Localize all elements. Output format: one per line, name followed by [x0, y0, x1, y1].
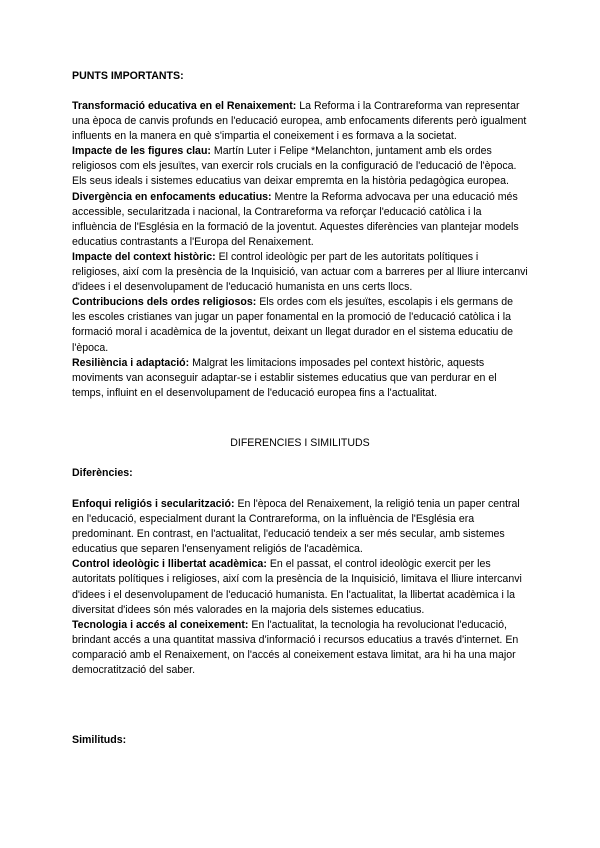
difference-text: En l'actualitat, la tecnologia ha revolucionat l'educació, brindant accés a una quantitat massiva d'informació i recursos educatius a través d'internet. En comparació amb el Renaixement, on l'accés al coneixement estava limitat, ara hi ha una major democratització del saber. — [72, 618, 519, 677]
point-label: Resiliència i adaptació: — [72, 356, 190, 369]
point-label: Contribucions dels ordes religiosos: — [72, 296, 257, 309]
point-label: Impacte del context històric: — [72, 250, 216, 263]
point-paragraph — [72, 295, 528, 355]
point-paragraph — [72, 190, 528, 250]
point-label: Impacte de les figures clau: — [72, 145, 211, 158]
point-text: Malgrat les limitacions imposades pel context històric, aquests moviments van aconseguir adaptar-se i establir sistemes educatius que van perdurar en el temps, influint en el desenvolupament de l'educació europea fins a l'actualitat. — [72, 356, 497, 399]
difference-label: Enfoqui religiós i secularització: — [72, 498, 235, 510]
difference-paragraph — [72, 497, 528, 557]
point-paragraph — [72, 250, 528, 295]
difference-text: En l'època del Renaixement, la religió tenia un paper central en l'educació, especialment durant la Contrareforma, on la influència de l'Església era predominant. En contrast, en l'actualitat, l'educació tendeix a ser més secular, amb sistemes educatius que separen l'ensenyament religiós de l'acadèmica. — [72, 498, 520, 556]
point-paragraph — [72, 144, 528, 189]
difference-label: Tecnologia i accés al coneixement: — [72, 618, 249, 631]
point-text: La Reforma i la Contrareforma van representar una època de canvis profunds en l'educació europea, amb enfocaments diferents però igualment influents en la manera en què s'impartia el coneixement i es formava a la societat. — [72, 100, 527, 143]
difference-text: En el passat, el control ideològic exercit per les autoritats polítiques i religioses, així com la presència de la Inquisició, limitava el lliure intercanvi d'idees i el desenvolupament de l'educació humanista. En l'actualitat, la llibertat acadèmica i la diversitat d'idees són més valorades en la majoria dels sistemes educatius. — [72, 558, 522, 616]
point-label: Divergència en enfocaments educatius: — [72, 190, 272, 203]
important-points — [72, 99, 528, 401]
point-text: Mentre la Reforma advocava per una educació més accessible, secularitzada i nacional, la Contrareforma va reforçar l'educació catòlica i la influència de l'Església en la formació de la joventut. Aquestes diferències van plantejar models educatius contrastants a l'Europa del Renaixement. — [72, 190, 519, 248]
difference-paragraph — [72, 557, 528, 617]
differences-heading: Diferències: — [72, 467, 133, 479]
point-paragraph — [72, 356, 528, 401]
page-title: PUNTS IMPORTANTS: — [72, 70, 184, 82]
differences-list — [72, 497, 528, 678]
difference-paragraph — [72, 618, 528, 678]
point-text: El control ideològic per part de les autoritats polítiques i religioses, així com la presència de la Inquisició, van actuar com a barreres per al lliure intercanvi d'idees i el desenvolupament de l'educació humanista en uns certs llocs. — [72, 250, 528, 294]
point-text: Martín Luter i Felipe *Melanchton, juntament amb els ordes religiosos com els jesuïtes, van exercir rols crucials en la configuració de l'educació de l'època. Els seus ideals i sistemes educatius van deixar empremta en la història pedagògica europea. — [72, 145, 517, 188]
point-paragraph — [72, 99, 528, 144]
section-title: DIFERENCIES I SIMILITUDS — [230, 437, 370, 449]
similarities-heading: Similituds: — [72, 734, 127, 746]
point-label: Transformació educativa en el Renaixement: — [72, 100, 297, 112]
difference-label: Control ideològic i llibertat acadèmica: — [72, 558, 267, 571]
point-text: Els ordes com els jesuïtes, escolapis i els germans de les escoles cristianes van jugar un paper fonamental en la promoció de l'educació catòlica i la formació moral i acadèmica de la joventut, deixant un llegat durador en el sistema educatiu de l'època. — [72, 296, 514, 354]
